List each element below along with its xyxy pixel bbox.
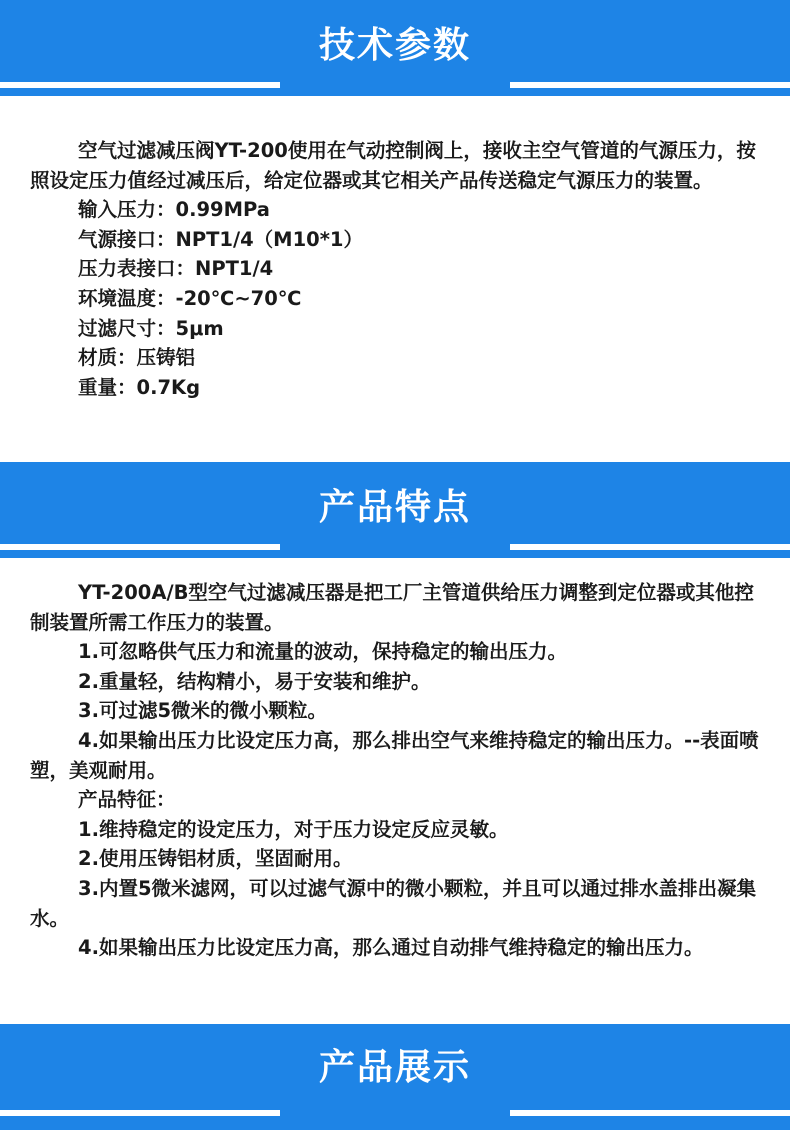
banner-features [0, 462, 790, 558]
param-ambient-temp: 环境温度：-20℃~70℃ [78, 286, 302, 310]
banner-display [0, 1024, 790, 1130]
param-material: 材质：压铸铝 [78, 346, 196, 370]
banner-notch [280, 536, 510, 558]
banner-title: 产品特点 [318, 487, 471, 528]
banner-notch [280, 1102, 510, 1130]
banner-notch [280, 74, 510, 96]
features-section [30, 578, 760, 963]
tech-params-section [30, 136, 760, 402]
banner-title: 技术参数 [318, 25, 471, 66]
feature-point: 3.可过滤5微米的微小颗粒。 [78, 699, 328, 723]
feature-point: 2.重量轻，结构精小，易于安装和维护。 [78, 669, 431, 693]
trait-item: 1.维持稳定的设定压力，对于压力设定反应灵敏。 [78, 817, 509, 841]
param-input-pressure: 输入压力：0.99MPa [78, 198, 270, 222]
trait-item: 2.使用压铸铝材质，坚固耐用。 [78, 847, 353, 871]
feature-point: 4.如果输出压力比设定压力高，那么排出空气来维持稳定的输出压力。--表面喷塑，美观耐用。 [30, 728, 759, 782]
param-filter-size: 过滤尺寸：5μm [78, 316, 224, 340]
banner-title: 产品展示 [318, 1047, 471, 1088]
param-weight: 重量：0.7Kg [78, 375, 201, 399]
features-intro: YT-200A/B型空气过滤减压器是把工厂主管道供给压力调整到定位器或其他控制装置所需工作压力的装置。 [30, 581, 754, 634]
param-air-connection: 气源接口：NPT1/4（M10*1） [78, 227, 363, 251]
tech-params-intro: 空气过滤减压阀YT-200使用在气动控制阀上，接收主空气管道的气源压力，按照设定压力值经过减压后，给定位器或其它相关产品传送稳定气源压力的装置。 [30, 139, 756, 192]
traits-heading: 产品特征： [78, 788, 176, 812]
banner-tech-params [0, 0, 790, 96]
trait-item: 3.内置5微米滤网，可以过滤气源中的微小颗粒，并且可以通过排水盖排出凝集水。 [30, 876, 757, 930]
param-gauge-connection: 压力表接口：NPT1/4 [78, 257, 274, 281]
feature-point: 1.可忽略供气压力和流量的波动，保持稳定的输出压力。 [78, 640, 567, 664]
trait-item: 4.如果输出压力比设定压力高，那么通过自动排气维持稳定的输出压力。 [78, 936, 704, 960]
